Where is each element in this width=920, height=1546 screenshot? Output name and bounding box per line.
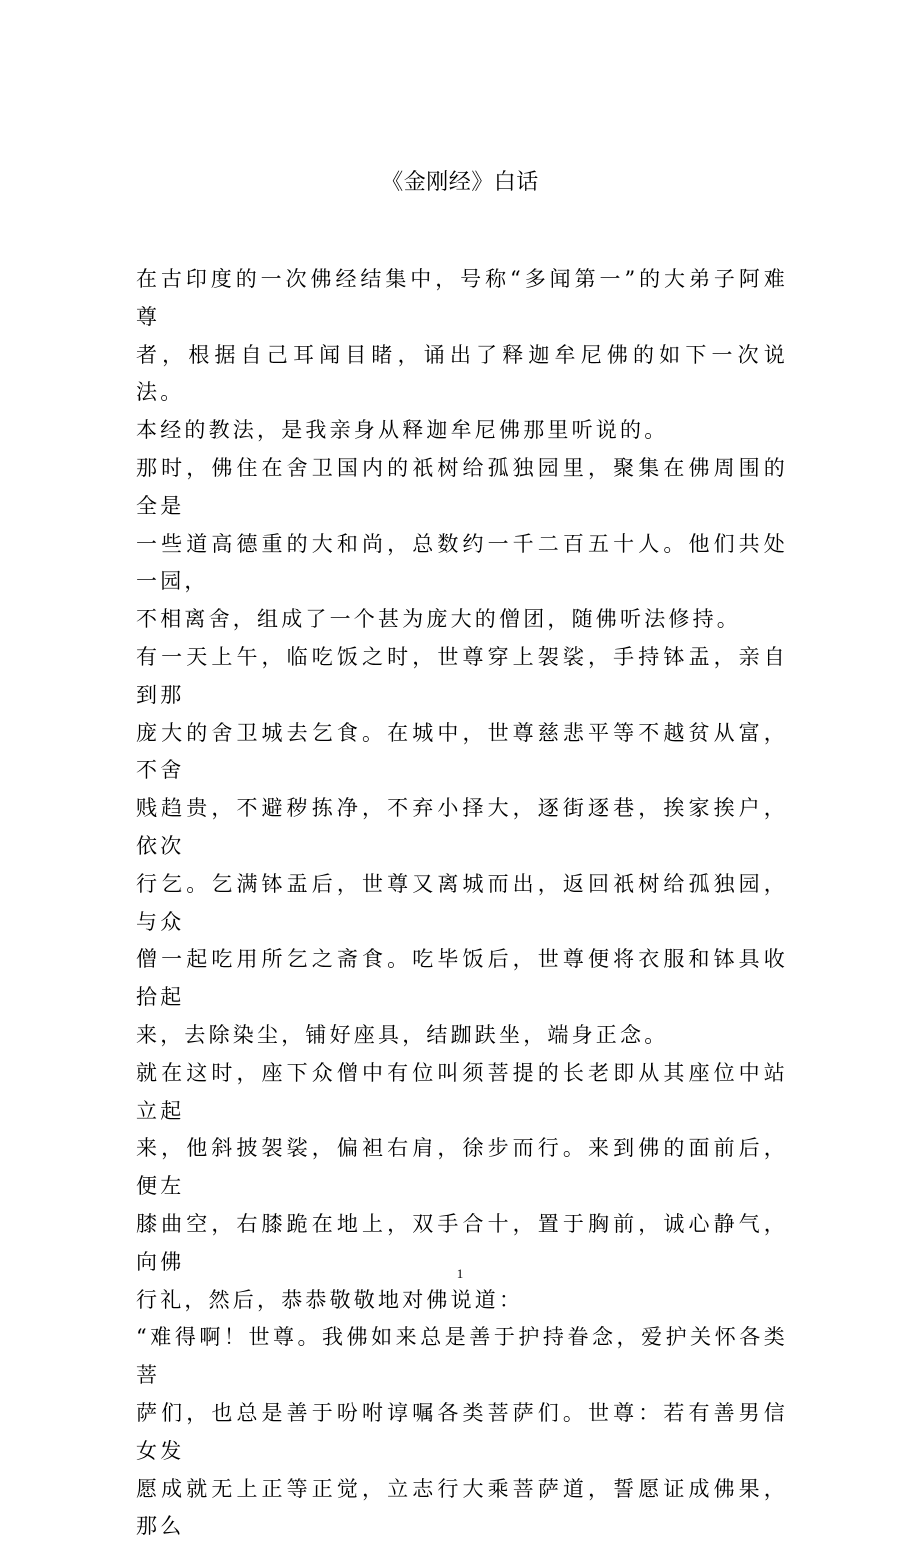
paragraph: 在古印度的一次佛经结集中，号称“多闻第一”的大弟子阿难尊 者，根据自己耳闻目睹，诵出了释迦牟尼佛的如下一次说法。 bbox=[136, 267, 788, 405]
document-body bbox=[136, 261, 788, 1546]
paragraph: 有一天上午，临吃饭之时，世尊穿上袈裟，手持钵盂，亲自到那 庞大的舍卫城去乞食。在城中，世尊慈悲平等不越贫从富，不舍 贱趋贵，不避秽拣净，不弃小择大，逐街逐巷，挨家挨户，依次 行乞。乞满钵盂后，世尊又离城而出，返回祇树给孤独园，与众 僧一起吃用所乞之斋食。吃毕饭后，世尊便将衣服和钵具收拾起 来，去除染尘，铺好座具，结跏趺坐，端身正念。 bbox=[136, 644, 788, 1047]
paragraph: 本经的教法，是我亲身从释迦牟尼佛那里听说的。 bbox=[136, 418, 669, 443]
document-title: 《金刚经》白话 bbox=[381, 170, 539, 195]
paragraph: 那时，佛住在舍卫国内的祇树给孤独园里，聚集在佛周围的全是 一些道高德重的大和尚，总数约一千二百五十人。他们共处一园， 不相离舍，组成了一个甚为庞大的僧团，随佛听法修持。 bbox=[136, 455, 788, 632]
page-number: 1 bbox=[456, 1266, 464, 1281]
paragraph: 就在这时，座下众僧中有位叫须菩提的长老即从其座位中站立起 来，他斜披袈裟，偏袒右肩，徐步而行。来到佛的面前后，便左 膝曲空，右膝跪在地上，双手合十，置于胸前，诚心静气，向佛 行礼，然后，恭恭敬敬地对佛说道： bbox=[136, 1060, 788, 1312]
paragraph: “难得啊！世尊。我佛如来总是善于护持眷念，爱护关怀各类菩 萨们，也总是善于吩咐谆嘱各类菩萨们。世尊：若有善男信女发 愿成就无上正等正觉，立志行大乘菩萨道，誓愿证成佛果，那么 bbox=[136, 1325, 788, 1539]
